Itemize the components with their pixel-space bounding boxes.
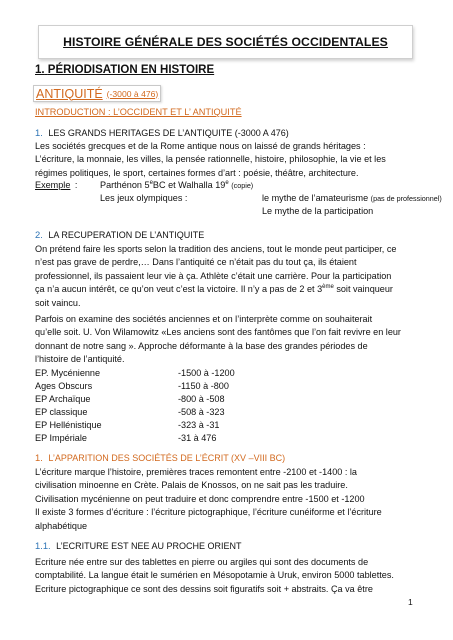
- text-line: comptabilité. La langue était le sumérien en Mésopotamie à Uruk, environ 5000 tablettes.: [35, 570, 394, 581]
- subheading-ecrit: [35, 452, 285, 463]
- subheading-number: 2.: [35, 229, 43, 240]
- text-line: Ecriture née entre sur des tablettes en pierre ou argiles qui sont des documents de: [35, 557, 369, 567]
- text-span: ça n’a aucun intérêt, ce qu’on veut c’est la victoire. Il n’y a pas de 2 et 3: [35, 284, 323, 295]
- document-title: HISTOIRE GÉNÉRALE DES SOCIÉTÉS OCCIDENTALES: [63, 35, 388, 49]
- subheading-label: L’ECRITURE EST NEE AU PROCHE ORIENT: [56, 541, 242, 551]
- section-heading-1: [35, 64, 214, 76]
- paragraph-proche-orient: [35, 556, 394, 596]
- exemple-text: le mythe de l’amateurisme: [262, 193, 369, 203]
- subheading-heritages: [35, 127, 289, 138]
- era-name: EP. Mycénienne: [35, 368, 101, 378]
- text-line: L’écriture marque l’histoire, premières traces remontent entre -2100 et -1400 : la: [35, 467, 357, 477]
- text-line: On prétend faire les sports selon la tradition des anciens, tout le monde peut participer, ce: [35, 244, 397, 254]
- era-name: EP classique: [35, 407, 88, 417]
- text-line: donnant de notre sang ». Approche déformante à la base des grandes périodes de: [35, 340, 368, 351]
- exemple-note: (pas de professionnel): [370, 194, 442, 203]
- text-line: L’écriture, la monnaie, les villes, la pensée rationnelle, histoire, philosophie, la vie et les: [35, 154, 386, 165]
- antiquite-label: ANTIQUITÉ: [36, 86, 103, 101]
- exemple-mythe-2: Le mythe de la participation: [262, 206, 374, 216]
- exemple-separator: :: [74, 180, 78, 190]
- era-name: EP Archaïque: [35, 394, 91, 404]
- text-line: professionnel, ils passaient leur vie à ça. Athlète c’était une carrière. Pour la participation: [35, 270, 392, 281]
- text-line: n’est pas grave de perdre,… Dans l’antiquité ce n’était pas du tout ça, ils étaient: [35, 257, 357, 268]
- exemple-parthenon: [100, 180, 253, 190]
- era-range: -800 à -508: [178, 394, 225, 404]
- subheading-label: LES GRANDS HERITAGES DE L’ANTIQUITE (-3000 A 476): [48, 128, 289, 138]
- text-line: soit vaincu.: [35, 297, 81, 308]
- subheading-proche-orient: [35, 540, 242, 551]
- section-label: PÉRIODISATION EN HISTOIRE: [47, 64, 215, 76]
- era-name: EP Impériale: [35, 433, 87, 443]
- superscript: e: [149, 180, 153, 186]
- exemple-note: (copie): [231, 181, 254, 190]
- text-line: Parfois on examine des sociétés anciennes et on l’interprète comme on souhaiterait: [35, 314, 373, 324]
- intro-heading: INTRODUCTION : L’OCCIDENT ET L’ ANTIQUITÉ: [35, 107, 242, 117]
- paragraph-heritages: [35, 140, 386, 180]
- page-number: 1: [408, 597, 413, 607]
- superscript: ème: [322, 284, 334, 291]
- era-range: -31 à 476: [178, 433, 217, 443]
- era-name: Ages Obscurs: [35, 381, 93, 391]
- exemple-text: Parthénon 5: [100, 180, 150, 190]
- text-line: Les sociétés grecques et de la Rome antique nous on laissé de grands héritages :: [35, 141, 366, 151]
- era-range: -508 à -323: [178, 407, 225, 417]
- subheading-number: 1.: [35, 127, 43, 138]
- subheading-label: L’APPARITION DES SOCIÉTÉS DE L’ÉCRIT (XV –VIII BC): [48, 453, 286, 463]
- text-line: Civilisation mycénienne on peut traduire et donc comprendre entre -1500 et -1200: [35, 493, 365, 504]
- exemple-text: Les jeux olympiques :: [100, 193, 188, 203]
- era-range: -1500 à -1200: [178, 368, 235, 378]
- superscript: e: [225, 180, 229, 186]
- paragraph-ecriture: [35, 466, 382, 533]
- exemple-jeux: [100, 193, 187, 203]
- text-line: [35, 283, 396, 296]
- paragraph-wilamowitz: [35, 313, 401, 367]
- subheading-label: LA RECUPERATION DE L’ANTIQUITE: [48, 230, 205, 240]
- section-number: 1.: [35, 64, 45, 76]
- exemple-label: Exemple: [35, 180, 71, 190]
- subheading-number: 1.1.: [35, 540, 51, 551]
- text-line: civilisation minoenne en Crète. Palais de Knossos, on ne sait pas les traduire.: [35, 480, 348, 491]
- era-range: -1150 à -800: [178, 381, 229, 391]
- text-span: soit vainqueur: [336, 284, 393, 295]
- title-box: [38, 25, 413, 59]
- era-range: -323 à -31: [178, 420, 220, 430]
- antiquite-heading: [33, 85, 161, 102]
- subheading-number: 1.: [35, 452, 43, 463]
- exemple-line-1: [35, 180, 77, 190]
- antiquite-range: (-3000 à 476): [106, 88, 159, 99]
- text-line: alphabétique: [35, 520, 88, 531]
- text-line: qu’elle soit. U. Von Wilamowitz «Les anciens sont des fantômes que l’on fait revivre en leur: [35, 327, 401, 338]
- text-line: Ecriture pictographique ce sont des dessins soit figuratifs soit + abstraits. Ça va être: [35, 583, 373, 594]
- exemple-text: BC et Walhalla 19: [152, 180, 226, 190]
- text-line: l’histoire de l’antiquité.: [35, 354, 125, 365]
- text-line: Il existe 3 formes d’écriture : l’écriture pictographique, l’écriture cunéiforme et l’écriture: [35, 507, 382, 518]
- subheading-recuperation: [35, 229, 204, 240]
- paragraph-recuperation: [35, 243, 396, 310]
- exemple-mythe-1: [262, 193, 442, 203]
- text-line: régimes politiques, le sport, certaines formes d’art : poésie, théâtre, architecture.: [35, 167, 359, 178]
- era-name: EP Hellénistique: [35, 420, 102, 430]
